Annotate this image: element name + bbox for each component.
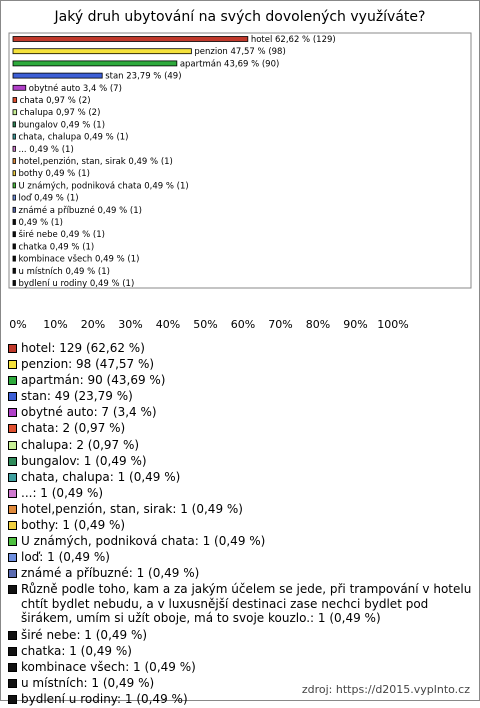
legend-swatch: [8, 631, 17, 640]
legend-label: známé a příbuzné: 1 (0,49 %): [21, 566, 200, 581]
x-tick-label: 20%: [80, 318, 106, 331]
legend-item: [6, 628, 474, 643]
bar: [13, 98, 17, 103]
bar: [13, 220, 16, 225]
bar: [13, 49, 191, 54]
legend-swatch: [8, 585, 17, 594]
bar: [13, 244, 16, 249]
bar: [13, 195, 16, 200]
legend-label: bungalov: 1 (0,49 %): [21, 453, 147, 468]
legend-label: chata, chalupa: 1 (0,49 %): [21, 469, 181, 484]
legend-item: [6, 660, 474, 675]
legend-label: ...: 1 (0,49 %): [21, 485, 104, 500]
legend-item: [6, 357, 474, 372]
legend-item: [6, 438, 474, 453]
x-tick-label: 100%: [377, 318, 409, 331]
bar-label: u místních 0,49 % (1): [18, 266, 110, 277]
legend-swatch: [8, 441, 17, 450]
legend-label: hotel: 129 (62,62 %): [21, 341, 145, 355]
legend-item: [6, 582, 474, 626]
legend-item: [6, 405, 474, 420]
legend-item: [6, 534, 474, 549]
bar: [13, 134, 16, 139]
bar: [13, 159, 16, 164]
bar: [13, 232, 16, 237]
legend-label: obytné auto: 7 (3,4 %): [21, 405, 157, 420]
bar: [13, 85, 26, 90]
bar-label: chata 0,97 % (2): [19, 96, 91, 106]
x-tick-label: 60%: [230, 318, 256, 331]
legend-item: [6, 373, 474, 388]
bar-label: ... 0,49 % (1): [18, 144, 74, 155]
x-tick-label: 40%: [155, 318, 181, 331]
legend-label: Různě podle toho, kam a za jakým účelem se jede, při trampování v hotelu chtít bydlet nebudu, a v luxusnější destinaci zase nechci bydlet pod širákem, umím si užít oboje, má to svoje kouzlo.: 1 (0,49 %): [21, 582, 472, 626]
bar: [13, 171, 16, 176]
legend-item: [6, 502, 474, 517]
legend-swatch: [8, 473, 17, 482]
legend-item: [6, 421, 474, 436]
bar-label: 0,49 % (1): [18, 218, 63, 228]
legend-swatch: [8, 408, 17, 417]
legend-label: širé nebe: 1 (0,49 %): [21, 627, 148, 642]
legend-label: kombinace všech: 1 (0,49 %): [21, 659, 196, 674]
bar-label: loď 0,49 % (1): [18, 193, 79, 204]
legend-label: U známých, podniková chata: 1 (0,49 %): [21, 534, 266, 549]
legend-swatch: [8, 424, 17, 433]
legend-swatch: [8, 553, 17, 562]
legend-swatch: [8, 344, 17, 353]
legend-swatch: [8, 537, 17, 546]
legend-item: [6, 566, 474, 581]
legend-swatch: [8, 392, 17, 401]
legend-item: [6, 389, 474, 404]
legend-label: hotel,penzión, stan, sirak: 1 (0,49 %): [21, 501, 243, 516]
legend-label: chata: 2 (0,97 %): [21, 421, 126, 436]
legend-label: bydlení u rodiny: 1 (0,49 %): [21, 691, 188, 706]
bar-label: kombinace všech 0,49 % (1): [18, 254, 140, 265]
bar: [13, 268, 16, 273]
bar-label: penzion 47,57 % (98): [194, 47, 286, 58]
bar: [13, 61, 177, 66]
legend-swatch: [8, 457, 17, 466]
bar-label: hotel 62,62 % (129): [250, 35, 336, 45]
x-axis-ticks: [0, 318, 480, 334]
bar-chart: [0, 0, 480, 320]
source-note: zdroj: https://d2015.vyplnto.cz: [301, 683, 470, 696]
legend: [6, 341, 474, 708]
x-tick-label: 30%: [118, 318, 143, 331]
bar-label: bungalov 0,49 % (1): [18, 120, 106, 131]
legend-label: chalupa: 2 (0,97 %): [21, 437, 140, 452]
bar-label: hotel,penzión, stan, sirak 0,49 % (1): [18, 157, 173, 167]
x-tick-label: 80%: [305, 318, 331, 331]
bar-label: chalupa 0,97 % (2): [19, 108, 101, 119]
x-tick-label: 0%: [9, 318, 27, 331]
bar: [13, 207, 16, 212]
bar: [13, 146, 16, 151]
bar: [13, 110, 17, 115]
x-tick-label: 70%: [268, 318, 293, 331]
legend-swatch: [8, 505, 17, 514]
bar: [13, 73, 102, 78]
x-tick-label: 10%: [43, 318, 68, 331]
legend-swatch: [8, 376, 17, 385]
legend-swatch: [8, 647, 17, 656]
bar-label: chata, chalupa 0,49 % (1): [18, 132, 129, 143]
x-tick-label: 50%: [193, 318, 218, 331]
bar: [13, 183, 16, 188]
legend-label: bothy: 1 (0,49 %): [21, 518, 126, 533]
legend-item: [6, 341, 474, 356]
legend-swatch: [8, 360, 17, 369]
bar-label: bydlení u rodiny 0,49 % (1): [18, 279, 135, 289]
x-tick-label: 90%: [343, 318, 368, 331]
legend-item: [6, 518, 474, 533]
bar-label: bothy 0,49 % (1): [18, 169, 90, 180]
legend-item: [6, 470, 474, 485]
legend-item: [6, 550, 474, 565]
bar: [13, 37, 248, 42]
bar: [13, 256, 16, 261]
bar-label: U známých, podniková chata 0,49 % (1): [18, 181, 189, 192]
bar-label: známé a příbuzné 0,49 % (1): [18, 205, 142, 216]
legend-swatch: [8, 489, 17, 498]
bar-label: širé nebe 0,49 % (1): [18, 230, 105, 241]
bar-label: obytné auto 3,4 % (7): [28, 83, 122, 94]
legend-swatch: [8, 521, 17, 530]
legend-item: [6, 454, 474, 469]
legend-swatch: [8, 679, 17, 688]
chart-title: Jaký druh ubytování na svých dovolených využíváte?: [54, 9, 426, 25]
legend-swatch: [8, 569, 17, 578]
legend-item: [6, 644, 474, 659]
legend-swatch: [8, 663, 17, 672]
bar-label: apartmán 43,69 % (90): [179, 59, 280, 70]
bar-label: chatka 0,49 % (1): [18, 242, 95, 253]
legend-item: [6, 486, 474, 501]
legend-label: penzion: 98 (47,57 %): [21, 357, 155, 372]
legend-label: stan: 49 (23,79 %): [21, 389, 133, 404]
legend-label: loď: 1 (0,49 %): [21, 550, 110, 565]
bar: [13, 281, 16, 286]
legend-label: u místních: 1 (0,49 %): [21, 675, 155, 690]
bar: [13, 122, 16, 127]
legend-label: apartmán: 90 (43,69 %): [21, 373, 166, 388]
legend-label: chatka: 1 (0,49 %): [21, 643, 132, 658]
legend-swatch: [8, 695, 17, 704]
bar-label: stan 23,79 % (49): [105, 71, 182, 82]
